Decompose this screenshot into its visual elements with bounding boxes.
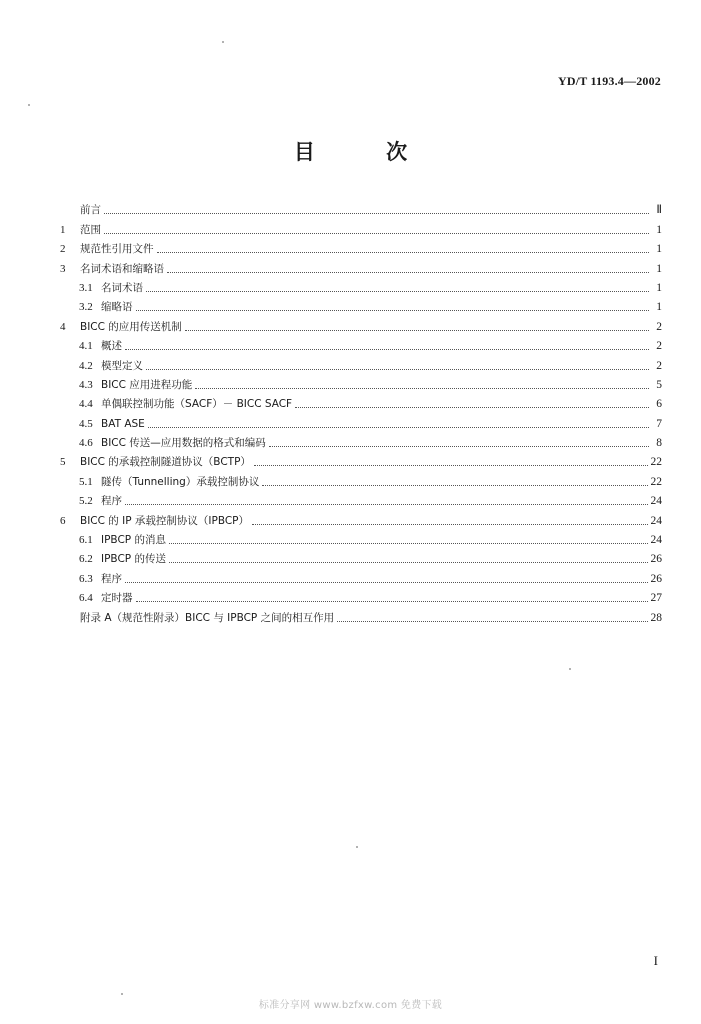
- toc-dot-leader: [136, 601, 648, 602]
- toc-dot-leader: [295, 407, 649, 408]
- toc-entry-title: IPBCP 的传送: [101, 553, 166, 566]
- toc-entry: [60, 431, 662, 450]
- toc-entry-page: 1: [656, 223, 662, 236]
- toc-entry-number: 4.5: [79, 417, 93, 430]
- toc-dot-leader: [262, 485, 647, 486]
- toc-dot-leader: [104, 213, 649, 214]
- toc-entry-title: 定时器: [101, 592, 133, 605]
- toc-entry-title: IPBCP 的消息: [101, 534, 166, 547]
- toc-entry: [60, 469, 662, 488]
- toc-entry-page: 24: [650, 514, 662, 527]
- toc-entry: [60, 373, 662, 392]
- toc-dot-leader: [146, 369, 649, 370]
- toc-dot-leader: [269, 446, 649, 447]
- toc-entry-number: 3.1: [79, 281, 93, 294]
- toc-entry: [60, 353, 662, 372]
- toc-dot-leader: [195, 388, 649, 389]
- toc-entry-title: 范围: [80, 223, 101, 236]
- scan-speck: [356, 846, 358, 848]
- toc-entry: [60, 256, 662, 275]
- toc-entry-title: BICC 的应用传送机制: [80, 320, 182, 333]
- toc-entry: [60, 411, 662, 430]
- toc-entry-title: 名词术语: [101, 281, 143, 294]
- scan-speck: [121, 993, 123, 995]
- scan-speck: [569, 668, 571, 670]
- toc-dot-leader: [337, 621, 647, 622]
- toc-entry-number: 3: [60, 262, 66, 275]
- table-of-contents: [60, 198, 662, 625]
- watermark-text: 标准分享网 www.bzfxw.com 免费下载: [258, 1000, 443, 1011]
- page-title: 目 次: [293, 140, 440, 164]
- toc-entry-page: 27: [650, 592, 662, 605]
- toc-entry-title: BICC 的 IP 承载控制协议（IPBCP）: [80, 514, 250, 527]
- toc-entry-page: 22: [650, 475, 662, 488]
- toc-entry-page: 8: [656, 437, 662, 450]
- toc-entry: [60, 198, 662, 217]
- toc-entry-page: 2: [656, 340, 662, 353]
- toc-entry-title: 程序: [101, 495, 122, 508]
- toc-entry: [60, 276, 662, 295]
- toc-entry-number: 4.2: [79, 359, 93, 372]
- toc-entry-page: 6: [656, 398, 662, 411]
- toc-entry-number: 4: [60, 320, 66, 333]
- scan-speck: [222, 41, 224, 43]
- toc-entry-title: BICC 的承载控制隧道协议（BCTP）: [80, 456, 251, 469]
- toc-entry-page: 2: [656, 320, 662, 333]
- toc-entry: [60, 547, 662, 566]
- toc-entry: [60, 295, 662, 314]
- toc-entry: [60, 334, 662, 353]
- toc-entry-title: 模型定义: [101, 359, 143, 372]
- toc-entry-page: 1: [656, 243, 662, 256]
- toc-dot-leader: [148, 427, 649, 428]
- toc-entry: [60, 392, 662, 411]
- toc-entry: [60, 586, 662, 605]
- toc-entry-title: 缩略语: [101, 301, 133, 314]
- toc-dot-leader: [169, 543, 648, 544]
- toc-entry-page: 22: [650, 456, 662, 469]
- toc-entry-page: 2: [656, 359, 662, 372]
- toc-entry-number: 5: [60, 456, 66, 469]
- toc-entry: [60, 217, 662, 236]
- toc-dot-leader: [146, 291, 649, 292]
- toc-dot-leader: [125, 504, 648, 505]
- toc-entry-number: 6: [60, 514, 66, 527]
- toc-entry-title: BICC 应用进程功能: [101, 378, 193, 391]
- toc-entry: [60, 605, 662, 624]
- toc-entry-number: 6.4: [79, 592, 93, 605]
- toc-entry-page: 1: [656, 301, 662, 314]
- toc-entry-page: 26: [650, 572, 662, 585]
- toc-entry-number: 4.4: [79, 398, 93, 411]
- toc-dot-leader: [104, 233, 649, 234]
- toc-entry-title: BICC 传送—应用数据的格式和编码: [101, 437, 266, 450]
- toc-entry-page: 24: [650, 495, 662, 508]
- toc-entry: [60, 237, 662, 256]
- toc-entry-title: 规范性引用文件: [80, 243, 154, 256]
- toc-entry: [60, 450, 662, 469]
- toc-dot-leader: [136, 310, 650, 311]
- toc-dot-leader: [125, 582, 648, 583]
- toc-entry-number: 1: [60, 223, 66, 236]
- toc-entry: [60, 508, 662, 527]
- toc-entry-page: 7: [656, 417, 662, 430]
- toc-entry-number: 5.1: [79, 475, 93, 488]
- toc-dot-leader: [185, 330, 649, 331]
- toc-entry-number: 4.3: [79, 378, 93, 391]
- toc-entry: [60, 528, 662, 547]
- toc-dot-leader: [169, 562, 648, 563]
- toc-entry-page: 1: [656, 281, 662, 294]
- toc-dot-leader: [167, 272, 649, 273]
- toc-entry: [60, 489, 662, 508]
- toc-entry-page: 28: [650, 611, 662, 624]
- toc-entry: [60, 566, 662, 585]
- toc-entry-title: BAT ASE: [101, 417, 145, 430]
- toc-entry-number: 2: [60, 243, 66, 256]
- scan-speck: [28, 104, 30, 106]
- toc-entry-number: 6.2: [79, 553, 93, 566]
- toc-entry-number: 4.1: [79, 340, 93, 353]
- toc-entry-number: 4.6: [79, 437, 93, 450]
- toc-entry-page: 26: [650, 553, 662, 566]
- toc-entry-title: 单偶联控制功能（SACF）－ BICC SACF: [101, 398, 293, 411]
- toc-entry-page: 24: [650, 534, 662, 547]
- toc-entry-page: 1: [656, 262, 662, 275]
- toc-entry-title: 概述: [101, 340, 122, 353]
- toc-dot-leader: [125, 349, 649, 350]
- toc-entry-number: 6.1: [79, 534, 93, 547]
- toc-dot-leader: [157, 252, 650, 253]
- toc-entry-number: 5.2: [79, 495, 93, 508]
- toc-entry-number: 3.2: [79, 301, 93, 314]
- toc-dot-leader: [252, 524, 647, 525]
- toc-entry: [60, 314, 662, 333]
- page-number: I: [653, 953, 658, 968]
- toc-entry-title: 名词术语和缩略语: [80, 262, 164, 275]
- toc-entry-title: 附录 A（规范性附录）BICC 与 IPBCP 之间的相互作用: [80, 611, 335, 624]
- standard-code: YD/T 1193.4—2002: [558, 74, 661, 88]
- toc-entry-page: Ⅱ: [656, 204, 662, 217]
- toc-entry-page: 5: [656, 378, 662, 391]
- toc-entry-number: 6.3: [79, 572, 93, 585]
- toc-entry-title: 程序: [101, 572, 122, 585]
- toc-dot-leader: [254, 465, 648, 466]
- toc-entry-title: 隧传（Tunnelling）承载控制协议: [101, 475, 260, 488]
- toc-entry-title: 前言: [80, 204, 101, 217]
